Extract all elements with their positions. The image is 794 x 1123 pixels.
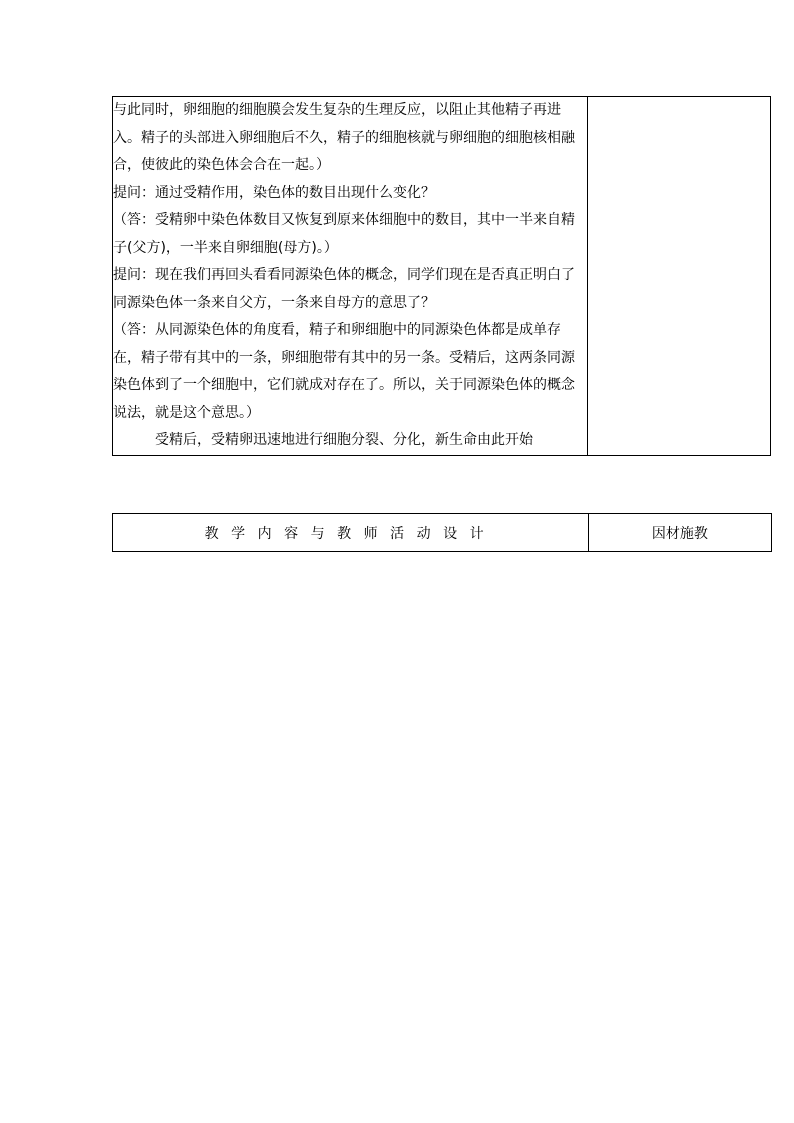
paragraph-question-homologous: 提问：现在我们再回头看看同源染色体的概念，同学们现在是否真正明白了同源染色体一条来自父方，一条来自母方的意思了？ (113, 267, 575, 311)
paragraph-new-life: 受精后，受精卵迅速地进行细胞分裂、分化，新生命由此开始 (155, 432, 533, 448)
teaching-content-cell (113, 97, 588, 456)
section-header-table (112, 513, 772, 552)
header-individualized-teaching: 因材施教 (588, 514, 771, 552)
paragraph-question-chromosome-number: 提问：通过受精作用，染色体的数目出现什么变化？ (113, 184, 435, 201)
lesson-content-table (112, 96, 771, 456)
individualized-teaching-cell (588, 97, 771, 456)
content-row (113, 97, 771, 456)
header-row (113, 514, 772, 552)
paragraph-answer-homologous: （答：从同源染色体的角度看，精子和卵细胞中的同源染色体都是成单存在，精子带有其中的一条，卵细胞带有其中的另一条。受精后，这两条同源染色体到了一个细胞中，它们就成对存在了。所以，关于同源染色体的概念说法，就是这个意思。） (113, 322, 575, 421)
paragraph-fertilization-detail: 与此同时，卵细胞的细胞膜会发生复杂的生理反应，以阻止其他精子再进入。精子的头部进入卵细胞后不久，精子的细胞核就与卵细胞的细胞核相融合，使彼此的染色体会合在一起。） (113, 102, 575, 173)
paragraph-answer-chromosome-number: （答：受精卵中染色体数目又恢复到原来体细胞中的数目，其中一半来自精子(父方)，一半来自卵细胞(母方)。） (113, 212, 575, 256)
header-teaching-design: 教学内容与教师活动设计 (113, 514, 589, 552)
